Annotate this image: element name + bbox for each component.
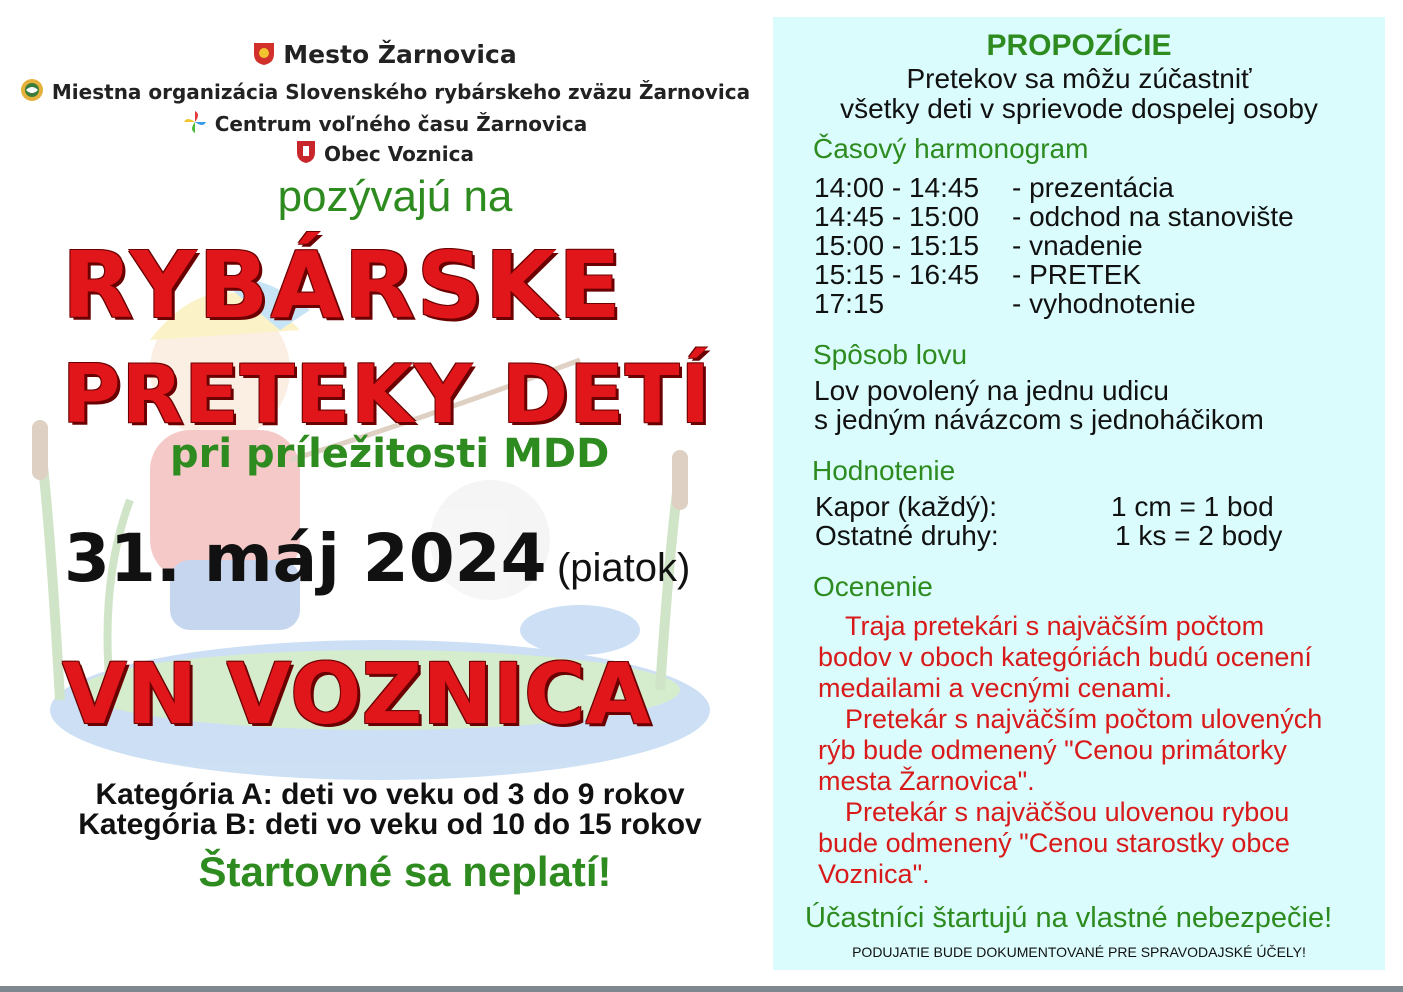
event-date: [64, 520, 690, 597]
schedule-activity: - odchod na stanovište: [1012, 201, 1294, 232]
schedule-row: [814, 288, 1196, 320]
organizer-obec-voznica: [0, 140, 770, 169]
documentation-note: PODUJATIE BUDE DOKUMENTOVANÉ PRE SPRAVODAJSKÉ ÚČELY!: [852, 944, 1306, 960]
scoring-label: Ostatné druhy:: [815, 520, 999, 551]
schedule-row: [814, 230, 1143, 262]
category-a: Kategória A: deti vo veku od 3 do 9 rokov: [95, 778, 685, 811]
schedule-row: [814, 259, 1141, 291]
pinwheel-logo-icon: [183, 110, 207, 139]
scoring-label: Kapor (každý):: [815, 491, 998, 522]
awards-line: Traja pretekári s najväčším počtom: [845, 611, 1265, 641]
organizer-name: Mesto Žarnovica: [283, 40, 517, 69]
schedule-row: [814, 172, 1174, 204]
schedule-activity: - PRETEK: [1012, 259, 1142, 290]
awards-line: Voznica".: [818, 859, 930, 889]
awards-line: bodov v oboch kategóriách budú ocenení: [818, 642, 1312, 672]
panel-intro-line: všetky deti v sprievode dospelej osoby: [840, 93, 1318, 124]
fee-note: Štartovné sa neplatí!: [198, 848, 612, 895]
organizer-mesto-zarnovica: [0, 40, 770, 72]
schedule-time: 14:00 - 14:45: [814, 172, 980, 203]
panel-title: PROPOZÍCIE: [986, 29, 1172, 62]
awards-line: rýb bude odmenený "Cenou primátorky: [818, 735, 1287, 765]
organizer-name: Centrum voľného času Žarnovica: [214, 112, 588, 136]
awards-heading: Ocenenie: [813, 571, 933, 602]
bottom-border: [0, 986, 1403, 992]
schedule-time: 15:00 - 15:15: [814, 230, 980, 261]
date-text: 31. máj 2024: [64, 520, 547, 597]
coat-of-arms-icon: [253, 42, 275, 72]
schedule-time: 15:15 - 16:45: [814, 259, 980, 290]
method-heading: Spôsob lovu: [813, 339, 968, 370]
village-coat-of-arms-icon: [296, 140, 316, 169]
organizer-leisure-center: [0, 110, 770, 139]
schedule-activity: - vyhodnotenie: [1012, 288, 1196, 319]
scoring-value: 1 ks = 2 body: [1115, 520, 1283, 551]
awards-line: Pretekár s najväčšou ulovenou rybou: [845, 797, 1290, 827]
fish-club-logo-icon: [20, 78, 44, 107]
method-line: s jedným návázcom s jednoháčikom: [814, 404, 1264, 435]
organizer-name: Miestna organizácia Slovenského rybárskeho zväzu Žarnovica: [51, 80, 751, 104]
method-line: Lov povolený na jednu udicu: [814, 375, 1169, 406]
category-b: Kategória B: deti vo veku od 10 do 15 rokov: [78, 808, 702, 841]
awards-line: Pretekár s najväčším počtom ulovených: [845, 704, 1323, 734]
venue-title: VN VOZNICA: [62, 645, 651, 743]
title-line-1: RYBÁRSKE: [62, 232, 623, 339]
awards-line: mesta Žarnovica".: [818, 766, 1035, 796]
participation-disclaimer: Účastníci štartujú na vlastné nebezpečie!: [805, 902, 1333, 934]
title-line-2: PRETEKY DETÍ: [62, 348, 712, 441]
scoring-row: [815, 491, 1274, 523]
panel-intro-line: Pretekov sa môžu zúčastniť: [906, 63, 1252, 94]
invite-text: pozývajú na: [277, 172, 513, 221]
schedule-activity: - vnadenie: [1012, 230, 1143, 261]
awards-line: medailami a vecnými cenami.: [818, 673, 1173, 703]
scoring-value: 1 cm = 1 bod: [1111, 491, 1274, 522]
organizer-fishing-union: [0, 78, 770, 107]
awards-line: bude odmenený "Cenou starostky obce: [818, 828, 1290, 858]
schedule-activity: - prezentácia: [1012, 172, 1174, 203]
schedule-row: [814, 201, 1294, 233]
schedule-time: 14:45 - 15:00: [814, 201, 980, 232]
organizer-name: Obec Voznica: [324, 142, 474, 166]
schedule-heading: Časový harmonogram: [813, 133, 1089, 164]
scoring-heading: Hodnotenie: [812, 455, 956, 486]
schedule-time: 17:15: [814, 288, 885, 319]
scoring-row: [815, 520, 1282, 552]
day-text: (piatok): [556, 546, 691, 590]
occasion-text: pri príležitosti MDD: [170, 431, 610, 477]
propositions-panel: [773, 17, 1385, 970]
